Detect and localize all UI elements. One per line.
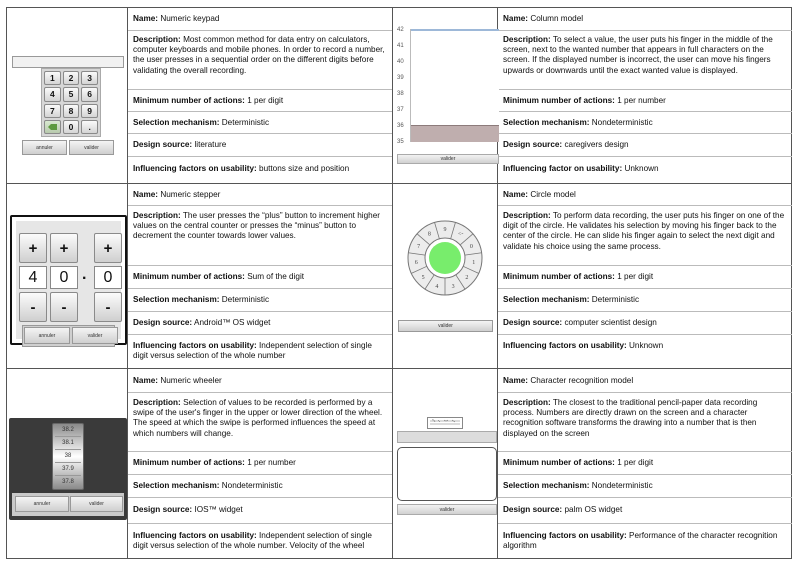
name-cell: Name: Character recognition model [503,376,634,385]
recognized-number-display [427,417,463,429]
name-cell: Name: Numeric keypad [133,14,220,23]
plus-button[interactable]: + [50,233,78,263]
min-actions-cell: Minimum number of actions: 1 per number [133,458,296,467]
design-source-cell: Design source: IOS™ widget [133,505,243,514]
circle-digit[interactable]: 1 [472,260,476,267]
circle-digit[interactable]: 9 [443,227,447,233]
decimal-point: . [82,266,87,283]
description-cell: Description: The user presses the “plus” button to increment higher values on the central counter or presses the “minus” button to decrement the counter towards lower values. [133,211,380,241]
models-table [6,7,792,559]
handwriting-preview-icon [428,418,462,428]
cancel-button[interactable]: annuler [15,496,69,512]
description-cell: Description: Selection of values to be recorded is performed by a swipe of the user's finger in the upper or lower direction of the wheel. The speed at which the swipe is performed influences the speed at which numbers will change. [133,398,383,438]
column-tick: 35 [397,139,404,145]
column-selector[interactable] [410,29,499,142]
stepper-digit: 4 [19,266,47,289]
design-source-cell: Design source: Android™ OS widget [133,318,271,327]
selection-cell: Selection mechanism: Nondeterministic [503,481,653,490]
stepper-digit: 0 [50,266,78,289]
keypad-illustration [7,8,127,183]
circle-digit[interactable]: 3 [451,283,455,290]
min-actions-cell: Minimum number of actions: 1 per digit [133,96,284,105]
stepper-frame [10,215,127,345]
circle-digit[interactable]: 4 [435,283,439,290]
circle-digit[interactable]: 0 [469,243,473,250]
wheeler-illustration [7,369,127,559]
circle-digit[interactable]: 8 [427,231,431,238]
keypad-key[interactable]: 4 [44,87,61,101]
circle-digit[interactable]: 5 [421,274,425,281]
keypad-grid [41,68,101,137]
keypad-key[interactable]: 2 [63,71,80,85]
influencing-cell: Influencing factor on usability: Unknown [503,164,659,173]
selection-cell: Selection mechanism: Deterministic [133,118,270,127]
influencing-cell: Influencing factors on usability: Independent selection of single digit versus selection of the whole number. Velocity of the wheel [133,531,372,551]
validate-button[interactable]: valider [397,154,499,164]
validate-button[interactable]: valider [397,504,497,515]
keypad-key[interactable]: 6 [81,87,98,101]
keypad-key[interactable]: 7 [44,104,61,118]
validate-button[interactable]: valider [69,140,114,155]
keypad-key[interactable]: . [81,120,98,134]
influencing-cell: Influencing factors on usability: buttons size and position [133,164,350,173]
circle-model-illustration [393,184,497,368]
design-source-cell: Design source: literature [133,140,227,149]
column-value-bar [411,125,499,142]
wheel-value: 37.8 [62,479,74,485]
plus-button[interactable]: + [94,233,122,263]
design-source-cell: Design source: palm OS widget [503,505,623,514]
column-tick: 39 [397,75,404,81]
name-cell: Name: Numeric wheeler [133,376,222,385]
circle-center-target[interactable] [429,242,461,274]
minus-button[interactable]: - [94,292,122,322]
name-cell: Name: Numeric stepper [133,190,221,199]
min-actions-cell: Minimum number of actions: 1 per digit [503,272,654,281]
column-tick: 42 [397,27,404,33]
wheel-value: 37.9 [62,466,74,472]
column-top-line [411,29,499,31]
minus-button[interactable]: - [50,292,78,322]
influencing-cell: Influencing factors on usability: Performance of the character recognition algorithm [503,531,778,551]
character-recognition-illustration [393,369,497,559]
keypad-key[interactable]: 3 [81,71,98,85]
column-tick: 36 [397,123,404,129]
minus-button[interactable]: - [19,292,47,322]
stepper-illustration [7,184,127,368]
description-cell: Description: The closest to the traditional pencil-paper data recording process. Numbers are directly drawn on the screen and a character recognition software transforms the drawing into a number that is then displayed on the screen [503,398,758,438]
selection-cell: Selection mechanism: Deterministic [503,295,640,304]
wheeler-button-bar [12,493,124,516]
number-wheel[interactable] [52,423,84,490]
wheel-value: 38 [64,453,72,459]
column-divider [127,8,128,558]
description-cell: Description: Most common method for data entry on calculators, computer keyboards and mobile phones. In order to record a number, the user presses in a sequential order on the different digits before validating the overall recording. [133,35,385,75]
selection-cell: Selection mechanism: Nondeterministic [133,481,283,490]
keypad-display[interactable] [12,56,124,68]
min-actions-cell: Minimum number of actions: 1 per digit [503,458,654,467]
keypad-key[interactable]: 9 [81,104,98,118]
design-source-cell: Design source: computer scientist design [503,318,657,327]
column-tick: 37 [397,107,404,113]
description-cell: Description: To select a value, the user puts his finger in the middle of the screen, next to the wanted number that appears in full characters on the screen. If the displayed number is incorrect, the user can move his fingers upwards or downwards until the exact wanted value is displayed. [503,35,773,75]
keypad-key[interactable]: 5 [63,87,80,101]
backspace-icon [48,124,57,130]
column-model-illustration [393,8,497,183]
wheeler-frame [9,418,127,520]
plus-button[interactable]: + [19,233,47,263]
influencing-cell: Influencing factors on usability: Independent selection of single digit versus selection of the whole number [133,341,372,361]
selection-cell: Selection mechanism: Deterministic [133,295,270,304]
stepper-digit: 0 [94,266,122,289]
validate-button[interactable]: valider [72,327,118,344]
circle-digit[interactable]: 7 [417,243,421,250]
keypad-key[interactable]: 1 [44,71,61,85]
description-cell: Description: To perform data recording, the user puts his finger on one of the digit of the circle. He validates his selection by moving his finger back to the center of the circle. He can slide his finger again to select the next digit and validate his choice using the same process. [503,211,785,251]
wheel-value: 38.2 [62,427,74,433]
name-cell: Name: Column model [503,14,584,23]
circle-digit[interactable]: <- [457,231,464,238]
circle-digit[interactable]: 6 [414,260,418,267]
selection-cell: Selection mechanism: Nondeterministic [503,118,653,127]
min-actions-cell: Minimum number of actions: 1 per number [503,96,666,105]
name-cell: Name: Circle model [503,190,576,199]
cancel-button[interactable]: annuler [24,327,70,344]
drawing-pad[interactable] [397,447,497,501]
keypad-key[interactable]: 8 [63,104,80,118]
min-actions-cell: Minimum number of actions: Sum of the digit [133,272,305,281]
validate-button[interactable]: valider [70,496,123,512]
keypad-key[interactable]: 0 [63,120,80,134]
circle-digit[interactable]: 2 [465,274,469,281]
column-tick: 38 [397,91,404,97]
column-tick: 40 [397,59,404,65]
column-tick: 41 [397,43,404,49]
recognized-value-field [397,431,497,443]
influencing-cell: Influencing factors on usability: Unknown [503,341,664,350]
validate-button[interactable]: valider [398,320,493,332]
design-source-cell: Design source: caregivers design [503,140,629,149]
wheel-value: 38.1 [62,440,74,446]
cancel-button[interactable]: annuler [22,140,67,155]
backspace-key[interactable] [44,120,61,134]
circle-dial [393,184,497,314]
